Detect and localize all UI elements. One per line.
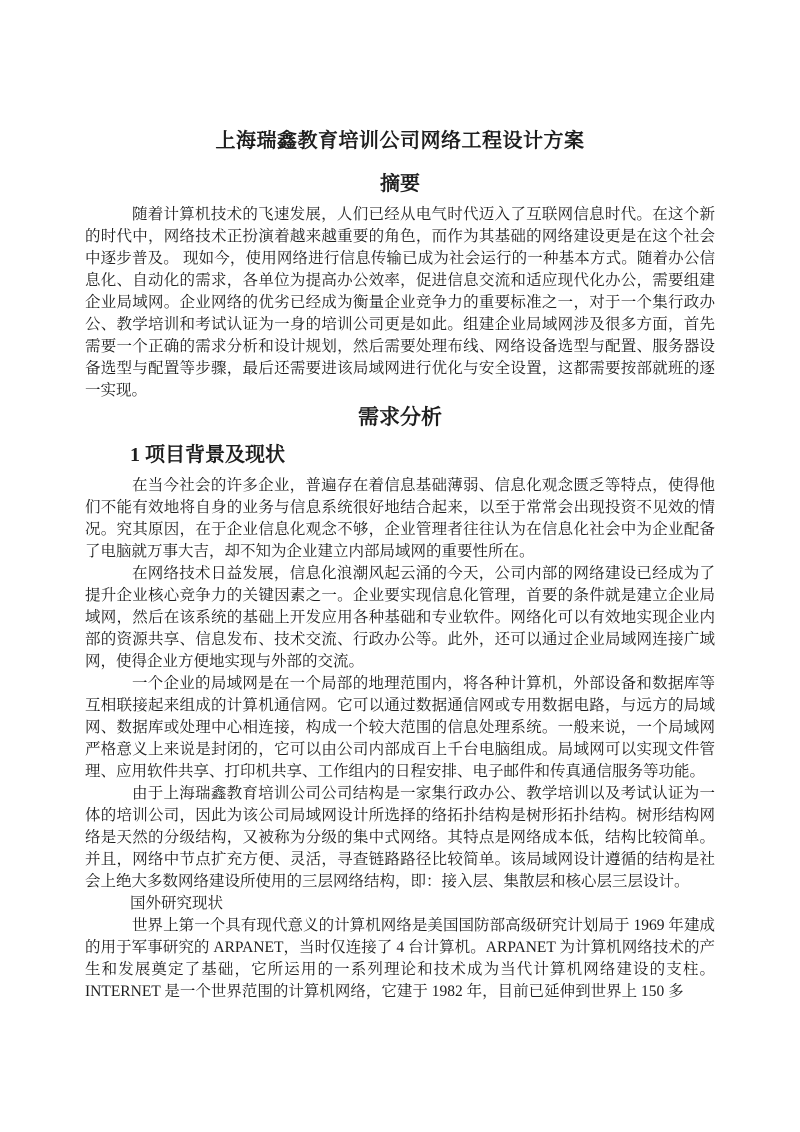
document-title: 上海瑞鑫教育培训公司网络工程设计方案 — [215, 130, 585, 152]
abstract-paragraph: 随着计算机技术的飞速发展，人们已经从电气时代迈入了互联网信息时代。在这个新的时代中，网络技术正扮演着越来越重要的角色，而作为其基础的网络建设更是在这个社会中逐步普及。 现如今，使用网络进行信息传输已成为社会运行的一种基本方式。随着办公信息化、自动化的需求，各单位为提高办公效率，促进信息交流和适应现代化办公，需要组建企业局域网。企业网络的优劣已经成为衡量企业竞争力的重要标准之一，对于一个集行政办公、教学培训和考试认证为一身的培训公司更是如此。组建企业局域网涉及很多方面，首先需要一个正确的需求分析和设计规划，然后需要处理布线、网络设备选型与配置、服务器设备选型与配置等步骤，最后还需要进该局域网进行优化与安全设置，这都需要按部就班的逐一实现。 — [85, 206, 715, 399]
project-background-heading: 1 项目背景及现状 — [130, 444, 285, 466]
foreign-research-status-heading: 国外研究现状 — [130, 895, 224, 912]
paragraph-enterprise-informatization: 在当今社会的许多企业，普遍存在着信息基础薄弱、信息化观念匮乏等特点，使得他们不能有效地将自身的业务与信息系统很好地结合起来，以至于常常会出现投资不见效的情况。究其原因，在于企业信息化观念不够，企业管理者往往认为在信息化社会中为企业配备了电脑就万事大吉，却不知为企业建立内部局域网的重要性所在。 — [85, 477, 715, 560]
paragraph-network-competitiveness: 在网络技术日益发展，信息化浪潮风起云涌的今天，公司内部的网络建设已经成为了提升企业核心竞争力的关键因素之一。企业要实现信息化管理，首要的条件就是建立企业局域网，然后在该系统的基础上开发应用各种基础和专业软件。网络化可以有效地实现企业内部的资源共享、信息发布、技术交流、行政办公等。此外，还可以通过企业局域网连接广域网，使得企业方便地实现与外部的交流。 — [85, 565, 715, 670]
paragraph-arpanet-internet: 世界上第一个具有现代意义的计算机网络是美国国防部高级研究计划局于 1969 年建成的用于军事研究的 ARPANET，当时仅连接了 4 台计算机。ARPANET 为计算机网络技术的产生和发展奠定了基础，它所运用的一系列理论和技术成为当代计算机网络建设的支柱。 INTERNET 是一个世界范围的计算机网络，它建于 1982 年，目前已延伸到世界上 150 多 — [85, 917, 715, 1000]
abstract-heading: 摘要 — [380, 173, 420, 195]
paragraph-tree-topology: 由于上海瑞鑫教育培训公司公司结构是一家集行政办公、教学培训以及考试认证为一体的培训公司，因此为该公司局域网设计所选择的络拓扑结构是树形拓扑结构。树形结构网络是天然的分级结构，又被称为分级的集中式网络。其特点是网络成本低，结构比较简单。并且，网络中节点扩充方便、灵活，寻查链路路径比较简单。该局域网设计遵循的结构是社会上绝大多数网络建设所使用的三层网络结构，即：接入层、集散层和核心层三层设计。 — [85, 785, 715, 890]
paragraph-lan-definition: 一个企业的局域网是在一个局部的地理范围内，将各种计算机，外部设备和数据库等互相联接起来组成的计算机通信网。它可以通过数据通信网或专用数据电路，与远方的局域网、数据库或处理中心相连接，构成一个较大范围的信息处理系统。一般来说，一个局域网严格意义上来说是封闭的，它可以由公司内部成百上千台电脑组成。局域网可以实现文件管理、应用软件共享、打印机共享、工作组内的日程安排、电子邮件和传真通信服务等功能。 — [85, 675, 715, 780]
requirements-analysis-heading: 需求分析 — [358, 405, 442, 429]
